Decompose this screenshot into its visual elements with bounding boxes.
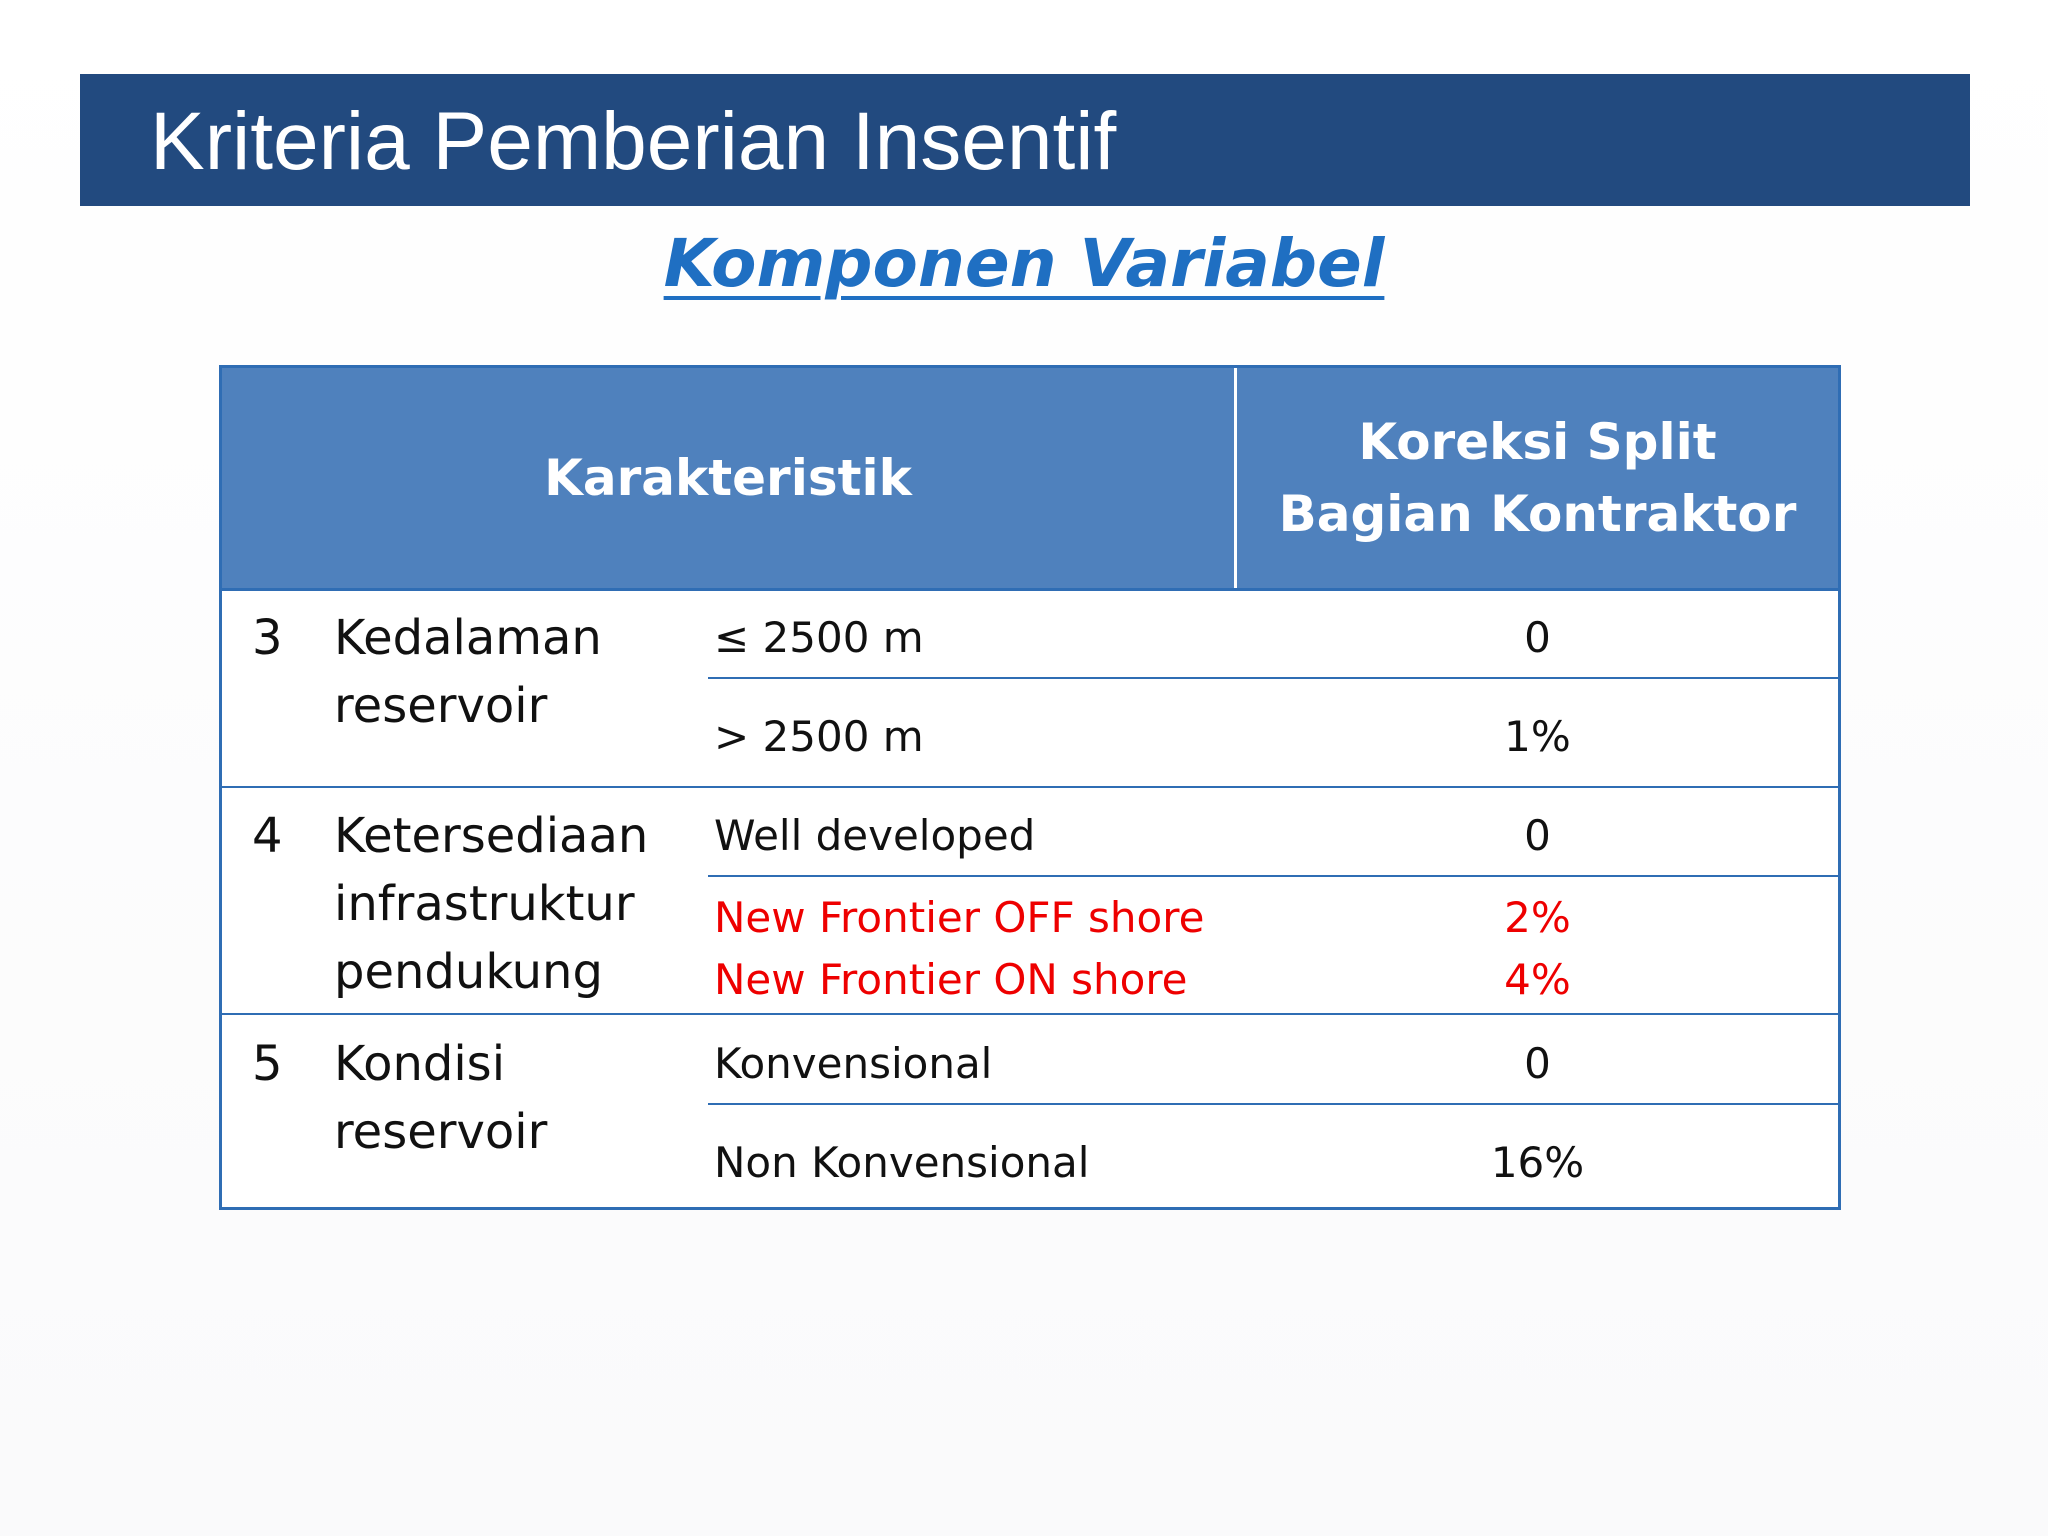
option-condition-highlight: New Frontier OFF shore	[714, 893, 1205, 942]
header-characteristic: Karakteristik	[222, 368, 1237, 588]
row-divider	[222, 786, 1838, 788]
option-value: 16%	[1490, 1138, 1585, 1187]
option-condition: Non Konvensional	[714, 1138, 1090, 1187]
title-bar	[80, 74, 1970, 206]
incentive-table	[219, 365, 1841, 1210]
subtitle	[0, 222, 2048, 306]
option-condition: Konvensional	[714, 1039, 993, 1088]
option-value: 0	[1524, 811, 1551, 860]
row-number: 5	[252, 1036, 283, 1092]
header-split-correction: Koreksi Split Bagian Kontraktor	[1237, 368, 1838, 588]
row-divider	[222, 1013, 1838, 1015]
row-criterion: Kondisi reservoir	[334, 1036, 548, 1160]
option-value: 0	[1524, 1039, 1551, 1088]
option-value: 1%	[1504, 712, 1571, 761]
option-condition: ≤ 2500 m	[714, 613, 924, 662]
header-divider	[222, 588, 1838, 591]
subtitle-text: Komponen Variabel	[663, 225, 1385, 302]
option-condition: > 2500 m	[714, 712, 924, 761]
row-criterion: Kedalaman reservoir	[334, 610, 602, 734]
sub-divider	[708, 1103, 1838, 1105]
row-number: 3	[252, 610, 283, 666]
option-value: 0	[1524, 613, 1551, 662]
sub-divider	[708, 875, 1838, 877]
row-criterion: Ketersediaan infrastruktur pendukung	[334, 808, 649, 1000]
sub-divider	[708, 677, 1838, 679]
option-condition-highlight: New Frontier ON shore	[714, 955, 1188, 1004]
slide-title: Kriteria Pemberian Insentif	[150, 96, 1117, 187]
option-value-highlight: 2%	[1504, 893, 1571, 942]
row-number: 4	[252, 808, 283, 864]
option-condition: Well developed	[714, 811, 1036, 860]
option-value-highlight: 4%	[1504, 955, 1571, 1004]
